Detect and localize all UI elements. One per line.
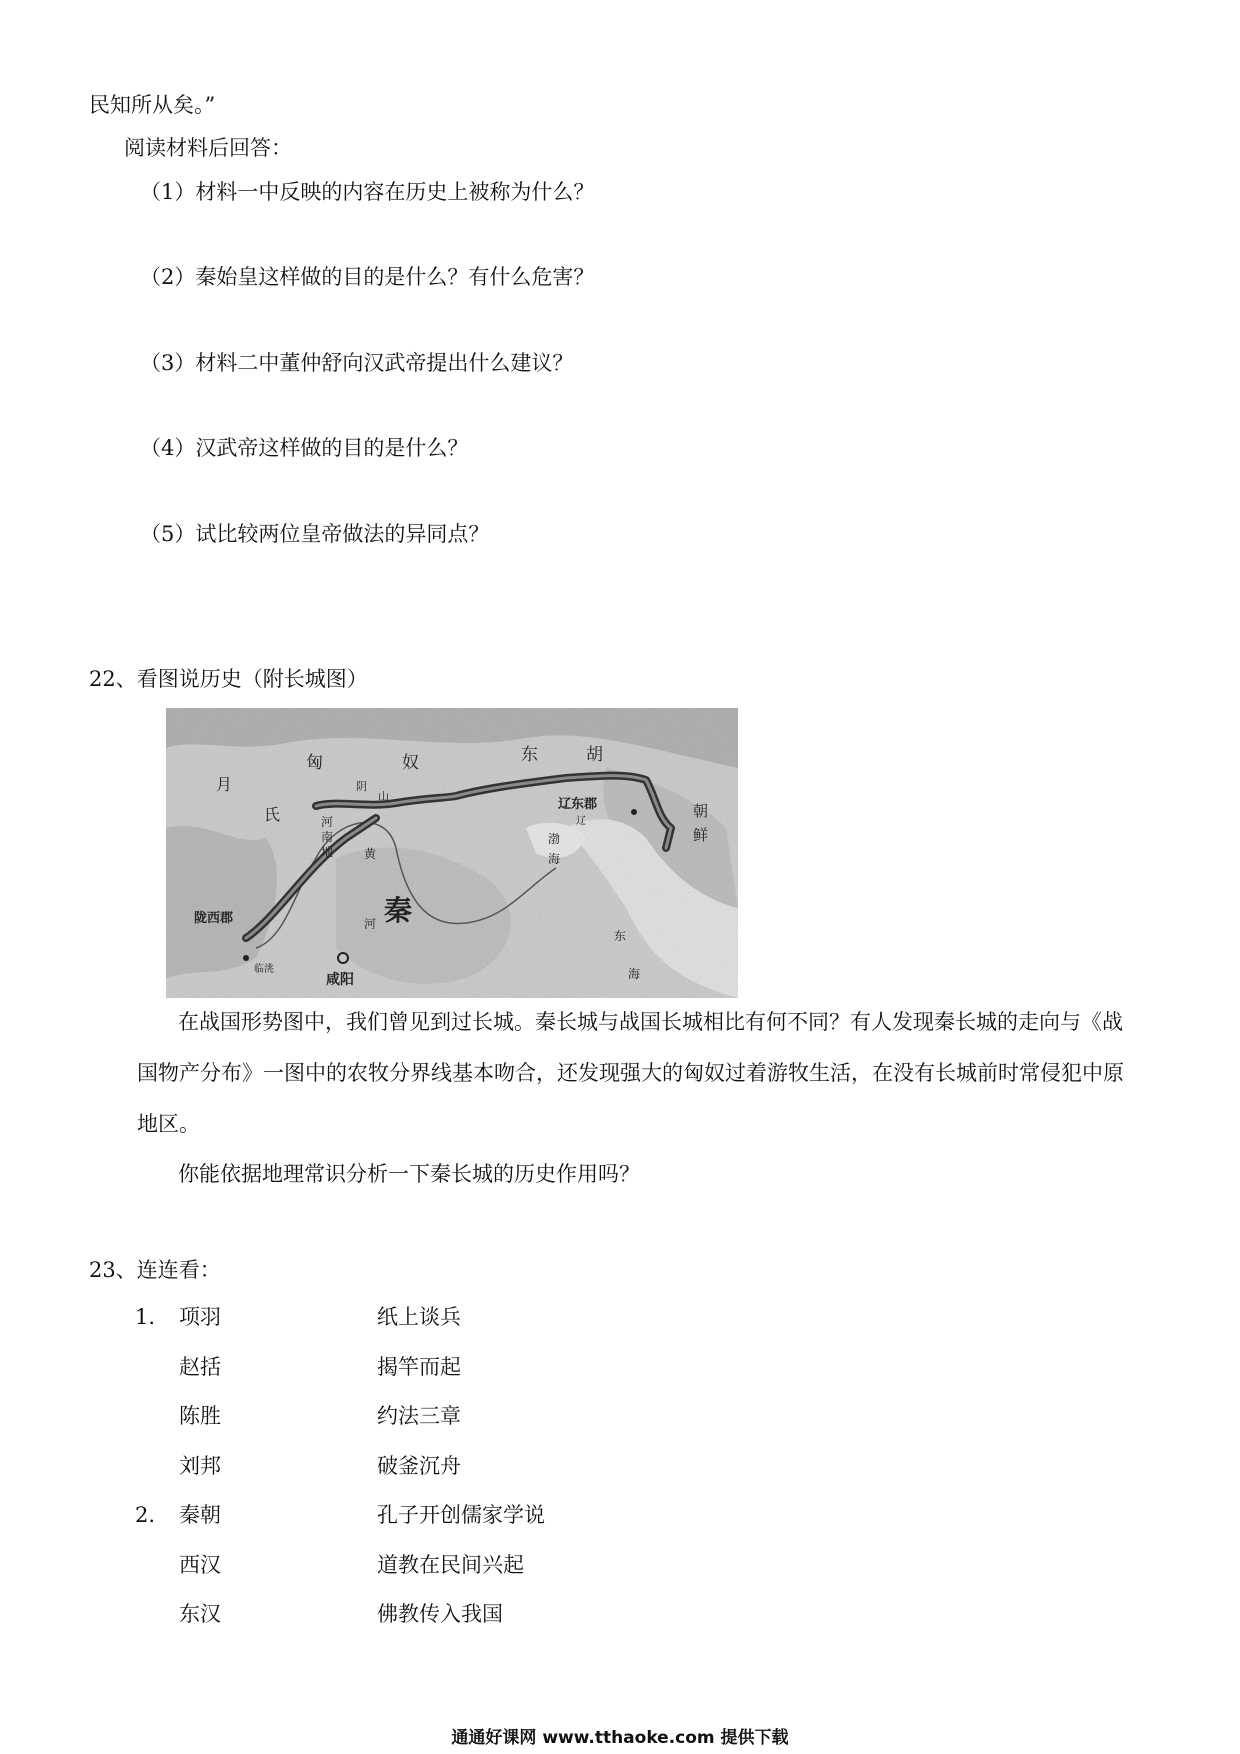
q22-paragraph-line-1: 在战国形势图中，我们曾见到过长城。秦长城与战国长城相比有何不同？有人发现秦长城的走向与《战 <box>178 1010 1123 1034</box>
map-label-longxi: 陇西郡 <box>194 911 234 926</box>
map-label-donghai-hai: 海 <box>628 967 641 981</box>
group-1-left-2: 赵括 <box>179 1355 221 1379</box>
group-2-left-2: 西汉 <box>179 1553 221 1577</box>
instruction: 阅读材料后回答： <box>124 136 292 160</box>
map-city-liaodong <box>631 809 637 815</box>
group-2-right-3: 佛教传入我国 <box>377 1602 503 1626</box>
q22-heading: 22、看图说历史（附长城图） <box>89 667 368 691</box>
map-label-donghai-dong: 东 <box>614 929 627 943</box>
map-label-hu: 胡 <box>586 745 603 765</box>
group-1-left-3: 陈胜 <box>179 1404 221 1428</box>
map-label-yue: 月 <box>216 775 233 794</box>
map-label-nu: 奴 <box>402 753 419 773</box>
map-label-bohai: 渤 <box>548 832 561 846</box>
map-label-he: 河 <box>364 917 377 931</box>
map-city-linyao <box>243 955 249 961</box>
question-3: （3）材料二中董仲舒向汉武帝提出什么建议？ <box>140 351 574 375</box>
map-label-xiong: 匈 <box>306 753 323 773</box>
map-grain <box>166 708 738 998</box>
q22-question: 你能依据地理常识分析一下秦长城的历史作用吗？ <box>178 1162 640 1186</box>
group-2-right-2: 道教在民间兴起 <box>377 1553 524 1577</box>
q23-heading: 23、连连看： <box>89 1258 221 1282</box>
intro-tail: 民知所从矣。” <box>89 93 216 117</box>
map-label-nan: 南 <box>321 830 334 844</box>
group-1-left-4: 刘邦 <box>179 1454 221 1478</box>
map-label-shan: 山 <box>378 790 389 803</box>
q22-paragraph-line-2: 国物产分布》一图中的农牧分界线基本吻合，还发现强大的匈奴过着游牧生活，在没有长城前时常侵犯中原 <box>137 1061 1124 1085</box>
map-label-xian: 鲜 <box>693 826 709 844</box>
group-1-right-4: 破釜沉舟 <box>377 1454 461 1478</box>
map-label-xianyang: 咸阳 <box>326 972 354 988</box>
q22-paragraph-line-3: 地区。 <box>137 1112 200 1136</box>
map-label-liao: 辽 <box>576 816 586 827</box>
group-2-left-1: 秦朝 <box>179 1503 221 1527</box>
group-1-right-3: 约法三章 <box>377 1404 461 1428</box>
question-1: （1）材料一中反映的内容在历史上被称为什么？ <box>140 180 595 204</box>
map-label-qin: 秦 <box>384 894 413 927</box>
map-label-hai: 海 <box>548 852 561 866</box>
group-1-right-2: 揭竿而起 <box>377 1355 461 1379</box>
group-2-left-3: 东汉 <box>179 1602 221 1626</box>
map-label-chao: 朝 <box>693 802 709 820</box>
map-label-shi: 氏 <box>264 805 281 824</box>
map-label-liaodong: 辽东郡 <box>558 797 598 812</box>
map-label-di: 地 <box>321 845 334 859</box>
group-1-left-1: 项羽 <box>179 1305 221 1329</box>
map-label-henan: 河 <box>321 815 334 829</box>
question-5: （5）试比较两位皇帝做法的异同点？ <box>140 522 490 546</box>
question-2: （2）秦始皇这样做的目的是什么？有什么危害？ <box>140 265 595 289</box>
group-1-number: 1. <box>135 1305 156 1329</box>
group-2-right-1: 孔子开创儒家学说 <box>377 1503 545 1527</box>
group-2-number: 2. <box>135 1503 156 1527</box>
footer-credit: 通通好课网 www.tthaoke.com 提供下载 <box>451 1728 789 1748</box>
group-1-right-1: 纸上谈兵 <box>377 1305 461 1329</box>
map-label-yinshan: 阴 <box>356 780 367 793</box>
map-label-dong: 东 <box>521 745 538 765</box>
map-label-huang: 黄 <box>364 847 377 861</box>
question-4: （4）汉武帝这样做的目的是什么？ <box>140 436 469 460</box>
map-label-linyao: 临洮 <box>254 964 274 975</box>
great-wall-map <box>166 708 738 998</box>
